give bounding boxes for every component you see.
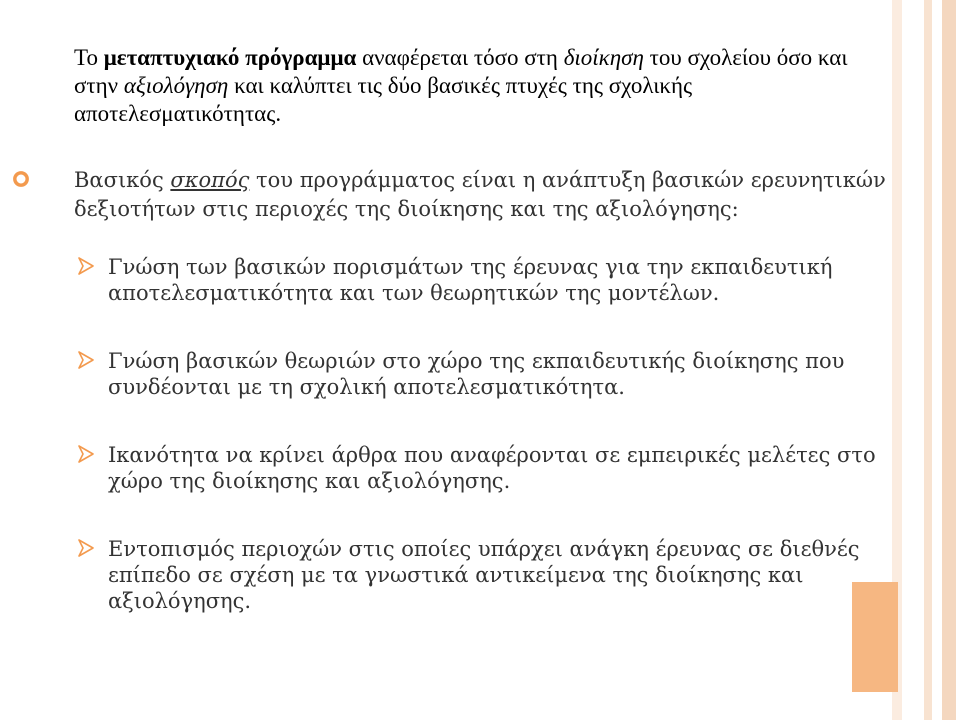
list-item bbox=[108, 536, 894, 614]
intro-text-middle: του σχολείου όσο και στην bbox=[74, 45, 848, 98]
intro-text-end: και καλύπτει τις δύο βασικές πτυχές της σχολικής αποτελεσματικότητας. bbox=[74, 73, 693, 126]
intro-italic-term-2: αξιολόγηση bbox=[123, 73, 229, 98]
arrow-bullet-icon bbox=[78, 539, 94, 557]
list-item-text: Ικανότητα να κρίνει άρθρα που αναφέρονται σε εμπειρικές μελέτες στο χώρο της διοίκησης και αξιολόγησης. bbox=[108, 443, 876, 493]
goal-paragraph bbox=[74, 166, 894, 224]
list-item-text: Γνώση των βασικών πορισμάτων της έρευνας για την εκπαιδευτική αποτελεσματικότητα και των θεωρητικών της μοντέλων. bbox=[108, 255, 833, 305]
list-item-text: Εντοπισμός περιοχών στις οποίες υπάρχει ανάγκη έρευνας σε διεθνές επίπεδο σε σχέση με τα γνωστικά αντικείμενα της διοίκησης και αξιολόγησης. bbox=[108, 537, 860, 613]
intro-text-after-bold: αναφέρεται τόσο στη bbox=[356, 45, 564, 70]
list-item bbox=[108, 254, 894, 306]
goal-text-end: του προγράμματος είναι η ανάπτυξη βασικών ερευνητικών δεξιοτήτων στις περιοχές της διοίκησης και της αξιολόγησης: bbox=[74, 168, 886, 221]
list-item bbox=[108, 442, 894, 494]
slide-content bbox=[74, 44, 894, 656]
intro-text-start: Το bbox=[74, 45, 104, 70]
list-item bbox=[108, 348, 894, 400]
arrow-bullet-icon bbox=[78, 445, 94, 463]
arrow-bullet-icon bbox=[78, 351, 94, 369]
decor-stripe-2 bbox=[924, 0, 932, 720]
intro-paragraph bbox=[74, 44, 894, 128]
goal-text-start: Βασικός bbox=[74, 168, 171, 192]
decor-stripe-3 bbox=[942, 0, 956, 720]
arrow-bullet-icon bbox=[78, 257, 94, 275]
skills-list bbox=[74, 254, 894, 614]
intro-italic-term-1: διοίκηση bbox=[563, 45, 644, 70]
list-item-text: Γνώση βασικών θεωριών στο χώρο της εκπαιδευτικής διοίκησης που συνδέονται με τη σχολική αποτελεσματικότητα. bbox=[108, 349, 845, 399]
goal-underlined-term: σκοπός bbox=[170, 168, 250, 192]
ring-bullet-icon bbox=[12, 170, 30, 188]
intro-bold-term: μεταπτυχιακό πρόγραμμα bbox=[103, 45, 357, 70]
